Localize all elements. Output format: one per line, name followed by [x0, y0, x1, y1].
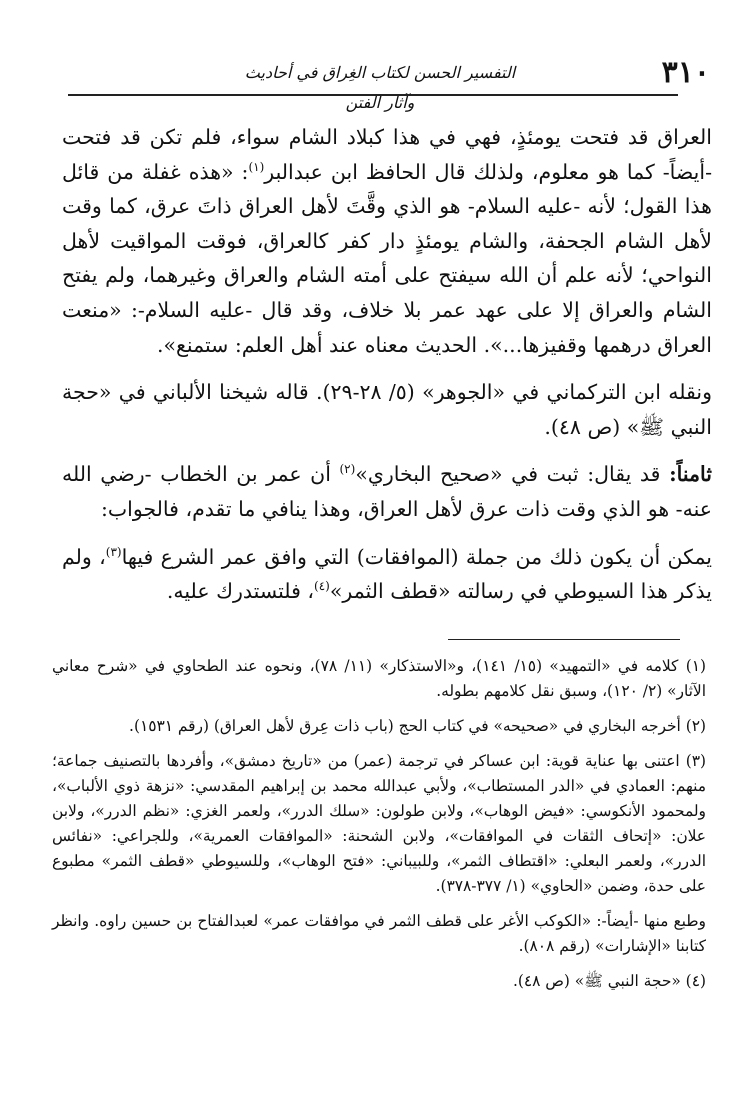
footnote-ref-2: (٢) [339, 462, 356, 477]
footnote-3: (٣) اعتنى بها عناية قوية: ابن عساكر في ترجمة (عمر) من «تاريخ دمشق»، وأفردها بالتصنيف جماعة؛ منهم: العمادي في «الدر المستطاب»، ولأبي عبدالله محمد بن إبراهيم المقدسي: «نزهة ذوي الألباب»، ولمحمود الأنكوسي: «فيض الوهاب»، ولابن طولون: «سلك الدرر»، ولعمر الغزي: «نظم الدرر»، ولابن علان: «إتحاف الثقات في الموافقات»، ولابن الشحنة: «الموافقات العمرية»، وللجراعي: «نفائس الدرر»، ولعمر البعلي: «اقتطاف الثمر»، وللبيباني: «فتح الوهاب»، وللسيوطي «قطف الثمر» مطبوع على حدة، وضمن «الحاوي» (١/ ٣٧٧-٣٧٨). [52, 752, 706, 895]
paragraph-3: ثامناً: قد يقال: ثبت في «صحيح البخاري»$^{(٢)}$ أن عمر بن الخطاب -رضي الله عنه- هو الذي وقت ذات عرق لأهل العراق، وهذا ينافي ما تقدم، فالجواب: [62, 462, 712, 521]
footnote-ref-4: (٤) [314, 579, 330, 594]
main-text [62, 120, 712, 622]
footnote-4: (٤) «حجة النبي ﷺ» (ص ٤٨). [512, 972, 706, 990]
page-number: ٣١٠ [661, 55, 710, 90]
footnote-3-continued: وطبع منها -أيضاً-: «الكوكب الأغر على قطف الثمر في موافقات عمر» لعبدالفتاح بن حسين راوه. وانظر كتابنا «الإشارات» (رقم ٨٠٨). [52, 912, 706, 955]
footnote-2: (٢) أخرجه البخاري في «صحيحه» في كتاب الحج (باب ذات عِرق لأهل العراق) (رقم ١٥٣١). [129, 717, 706, 735]
footnotes [52, 654, 706, 1004]
footnote-ref-1: (١) [248, 159, 265, 174]
paragraph-2: ونقله ابن التركماني في «الجوهر» (٥/ ٢٨-٢٩). قاله شيخنا الألباني في «حجة النبي ﷺ» (ص ٤٨). [62, 380, 712, 439]
header-rule [68, 94, 678, 96]
paragraph-1: العراق قد فتحت يومئذٍ، فهي في هذا كبلاد الشام سواء، فلم تكن قد فتحت -أيضاً- كما هو معلوم، ولذلك قال الحافظ ابن عبدالبر$^{(١)}$: «هذه غفلة من قائل هذا القول؛ لأنه -عليه السلام- هو الذي وقَّتَ لأهل العراق ذاتَ عرق، كما وقت لأهل الشام الجحفة، والشام يومئذٍ دار كفر كالعراق، فوقت المواقيت لأهل النواحي؛ لأنه علم أن الله سيفتح على أمته الشام والعراق وغيرهما، ولم يفتح الشام والعراق إلا على عهد عمر بلا خلاف، وقد قال -عليه السلام-: «منعت العراق درهمها وقفيزها...». الحديث معناه عند أهل العلم: ستمنع». [62, 125, 712, 357]
section-lead: ثامناً: [669, 462, 712, 487]
footnote-separator [448, 639, 680, 640]
page-header [80, 52, 710, 112]
paragraph-4: يمكن أن يكون ذلك من جملة (الموافقات) التي وافق عمر الشرع فيها$^{(٣)}$، ولم يذكر هذا السيوطي في رسالته «قطف الثمر»$^{(٤)}$، فلتستدرك عليه. [62, 544, 713, 604]
running-title: التفسير الحسن لكتاب الغِراق في أحاديث وآثار الفتن [244, 63, 516, 112]
footnote-1: (١) كلامه في «التمهيد» (١٥/ ١٤١)، و«الاستذكار» (١١/ ٧٨)، ونحوه عند الطحاوي في «شرح معاني الآثار» (٢/ ١٢٠)، وسبق نقل كلامهم بطوله. [52, 657, 707, 700]
footnote-ref-3: (٣) [105, 544, 122, 559]
